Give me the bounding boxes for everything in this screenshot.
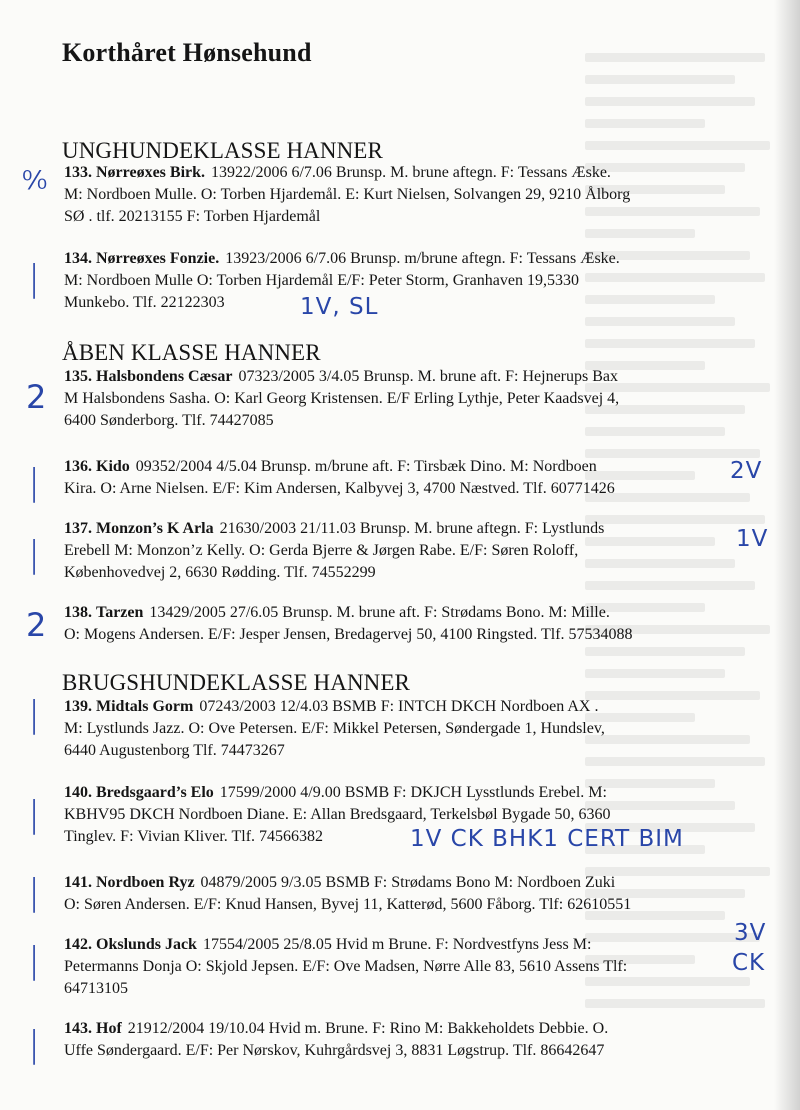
entry-139 (64, 696, 764, 762)
handwritten-mark-139: | (30, 694, 38, 735)
section-heading-unghundeklasse: UNGHUNDEKLASSE HANNER (62, 138, 383, 163)
entry-line3: 64713105 (64, 980, 128, 997)
entry-line1: 13922/2006 6/7.06 Brunsp. M. brune aftegn. F: Tessans Æske. (211, 164, 611, 181)
entry-line1: 07323/2005 3/4.05 Brunsp. M. brune aft. F: Hejnerups Bax (238, 368, 619, 385)
entry-line3: Munkebo. Tlf. 22122303 (64, 294, 225, 311)
entry-142 (64, 934, 764, 1000)
page-title: Korthåret Hønsehund (62, 38, 312, 67)
entry-line2: M: Lystlunds Jazz. O: Ove Petersen. E/F: Mikkel Petersen, Søndergade 1, Hundslev, (64, 720, 605, 737)
entry-line2: O: Mogens Andersen. E/F: Jesper Jensen, Bredagervej 50, 4100 Ringsted. Tlf. 57534088 (64, 626, 633, 643)
entry-line3: 6400 Sønderborg. Tlf. 74427085 (64, 412, 274, 429)
dog-name: Kido (96, 458, 130, 475)
dog-name: Midtals Gorm (96, 698, 194, 715)
entry-line1: 21630/2003 21/11.03 Brunsp. M. brune aftegn. F: Lystlunds (219, 520, 605, 537)
handwritten-mark-137: | (30, 534, 38, 575)
entry-line1: 04879/2005 9/3.05 BSMB F: Strødams Bono M: Nordboen Zuki (200, 874, 616, 891)
page-edge-shadow (774, 0, 800, 1110)
entry-133 (64, 162, 764, 228)
entry-line2: KBHV95 DKCH Nordboen Diane. E: Allan Bredsgaard, Terkelsbøl Bygade 50, 6360 (64, 806, 611, 823)
handwritten-mark-136: | (30, 462, 38, 503)
handwritten-note-140: 1V CK BHK1 CERT BIM (410, 826, 684, 852)
entry-line1: 21912/2004 19/10.04 Hvid m. Brune. F: Rino M: Bakkeholdets Debbie. O. (127, 1020, 609, 1037)
entry-line2: Kira. O: Arne Nielsen. E/F: Kim Andersen, Kalbyvej 3, 4700 Næstved. Tlf. 60771426 (64, 480, 615, 497)
entry-line2: Erebell M: Monzon’z Kelly. O: Gerda Bjerre & Jørgen Rabe. E/F: Søren Roloff, (64, 542, 579, 559)
entry-141 (64, 872, 764, 916)
entry-line2: M: Nordboen Mulle O: Torben Hjardemål E/F: Peter Storm, Granhaven 19,5330 (64, 272, 579, 289)
entry-number: 140. (64, 784, 92, 801)
dog-name: Tarzen (96, 604, 144, 621)
handwritten-mark-133: ⁰⁄₀ (22, 166, 48, 196)
entry-line1: 07243/2003 12/4.03 BSMB F: INTCH DKCH Nordboen AX . (199, 698, 599, 715)
entry-number: 137. (64, 520, 92, 537)
entry-number: 136. (64, 458, 92, 475)
handwritten-mark-141: | (30, 872, 38, 913)
dog-name: Bredsgaard’s Elo (96, 784, 214, 801)
dog-name: Monzon’s K Arla (96, 520, 214, 537)
entry-line1: 17599/2000 4/9.00 BSMB F: DKJCH Lysstlunds Erebel. M: (219, 784, 607, 801)
entry-number: 141. (64, 874, 92, 891)
entry-number: 133. (64, 164, 92, 181)
dog-name: Nørreøxes Birk. (96, 164, 206, 181)
entry-line1: 09352/2004 4/5.04 Brunsp. m/brune aft. F: Tirsbæk Dino. M: Nordboen (135, 458, 597, 475)
entry-number: 138. (64, 604, 92, 621)
handwritten-mark-138: 2 (26, 606, 47, 644)
entry-line2: Uffe Søndergaard. E/F: Per Nørskov, Kuhrgårdsvej 3, 8831 Løgstrup. Tlf. 86642647 (64, 1042, 605, 1059)
handwritten-note-137: 1V (736, 526, 769, 552)
entry-136 (64, 456, 764, 500)
handwritten-mark-142: | (30, 940, 38, 981)
dog-name: Hof (96, 1020, 122, 1037)
entry-line2: M: Nordboen Mulle. O: Torben Hjardemål. E: Kurt Nielsen, Solvangen 29, 9210 Ålborg (64, 186, 631, 203)
handwritten-mark-134: | (30, 258, 38, 299)
entry-134 (64, 248, 764, 314)
entry-137 (64, 518, 764, 584)
dog-name: Nørreøxes Fonzie. (96, 250, 220, 267)
entry-line3: 6440 Augustenborg Tlf. 74473267 (64, 742, 285, 759)
handwritten-mark-143: | (30, 1024, 38, 1065)
entry-number: 139. (64, 698, 92, 715)
handwritten-note-134: 1V, SL (300, 294, 379, 320)
entry-number: 143. (64, 1020, 92, 1037)
dog-name: Halsbondens Cæsar (96, 368, 233, 385)
entry-line1: 17554/2005 25/8.05 Hvid m Brune. F: Nordvestfyns Jess M: (202, 936, 592, 953)
entry-138 (64, 602, 764, 646)
section-heading-aaben-klasse: ÅBEN KLASSE HANNER (62, 340, 321, 365)
entry-line2: Petermanns Donja O: Skjold Jepsen. E/F: Ove Madsen, Nørre Alle 83, 5610 Assens Tlf: (64, 958, 628, 975)
entry-line3: Tinglev. F: Vivian Kliver. Tlf. 74566382 (64, 828, 324, 845)
handwritten-mark-135: 2 (26, 378, 47, 416)
entry-line2: O: Søren Andersen. E/F: Knud Hansen, Byvej 11, Katterød, 5600 Fåborg. Tlf: 62610551 (64, 896, 632, 913)
dog-name: Nordboen Ryz (96, 874, 195, 891)
entry-line2: M Halsbondens Sasha. O: Karl Georg Kristensen. E/F Erling Lythje, Peter Kaadsvej 4, (64, 390, 620, 407)
entry-line1: 13923/2006 6/7.06 Brunsp. m/brune aftegn. F: Tessans Æske. (225, 250, 620, 267)
entry-number: 142. (64, 936, 92, 953)
entry-line1: 13429/2005 27/6.05 Brunsp. M. brune aft. F: Strødams Bono. M: Mille. (149, 604, 610, 621)
entry-number: 134. (64, 250, 92, 267)
entry-line3: Københovedvej 2, 6630 Rødding. Tlf. 74552299 (64, 564, 376, 581)
handwritten-mark-140: | (30, 794, 38, 835)
handwritten-note-142: 3V (734, 920, 767, 946)
entry-143 (64, 1018, 764, 1062)
handwritten-note-142-ck: CK (732, 950, 766, 976)
handwritten-note-136: 2V (730, 458, 763, 484)
section-heading-brugshundeklasse: BRUGSHUNDEKLASSE HANNER (62, 670, 410, 695)
dog-name: Okslunds Jack (96, 936, 197, 953)
entry-line3: SØ . tlf. 20213155 F: Torben Hjardemål (64, 208, 321, 225)
entry-number: 135. (64, 368, 92, 385)
entry-135 (64, 366, 764, 432)
